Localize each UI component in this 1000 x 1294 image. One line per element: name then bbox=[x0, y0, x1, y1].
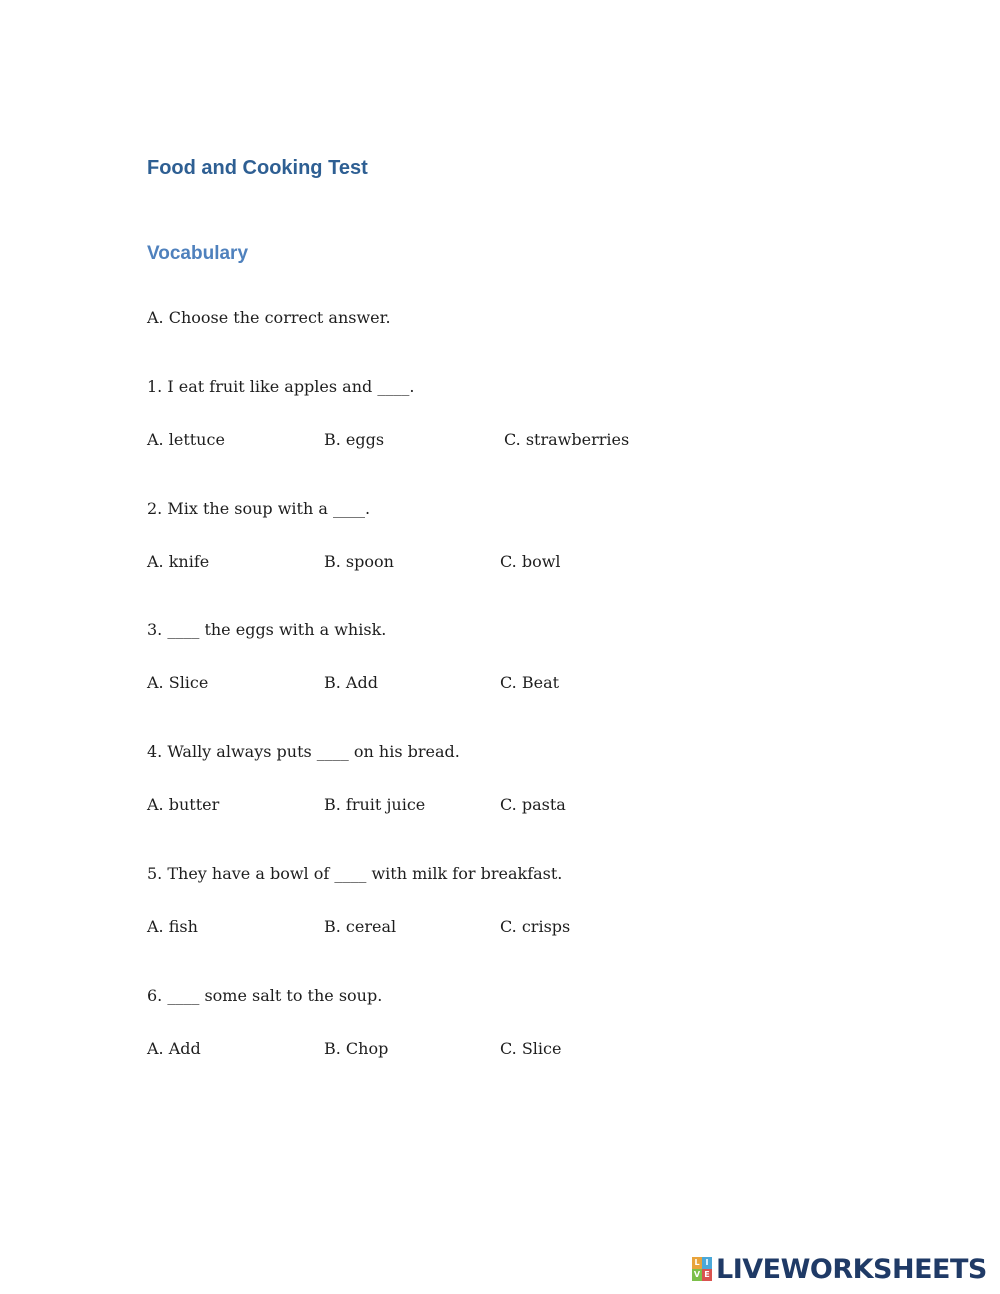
answer-option-a[interactable]: A. Slice bbox=[147, 673, 209, 692]
answer-option-c[interactable]: C. crisps bbox=[500, 917, 571, 936]
liveworksheets-logo bbox=[692, 1253, 987, 1285]
answer-option-c[interactable]: C. Beat bbox=[500, 673, 560, 692]
question-stem: 6. ____ some salt to the soup. bbox=[147, 986, 383, 1005]
answer-option-b[interactable]: B. Chop bbox=[324, 1039, 389, 1058]
answer-option-b[interactable]: B. Add bbox=[324, 673, 378, 692]
logo-text: LIVEWORKSHEETS bbox=[716, 1253, 987, 1285]
answer-option-c[interactable]: C. pasta bbox=[500, 795, 566, 814]
answer-option-a[interactable]: A. butter bbox=[147, 795, 220, 814]
answer-option-a[interactable]: A. lettuce bbox=[147, 430, 225, 449]
question-stem: 5. They have a bowl of ____ with milk for breakfast. bbox=[147, 864, 563, 883]
answer-option-a[interactable]: A. Add bbox=[147, 1039, 201, 1058]
answer-option-c[interactable]: C. strawberries bbox=[504, 430, 630, 449]
logo-block: V bbox=[693, 1270, 701, 1279]
answer-option-b[interactable]: B. eggs bbox=[324, 430, 385, 449]
logo-block: L bbox=[692, 1257, 702, 1269]
logo-blocks-icon bbox=[692, 1257, 712, 1281]
answer-option-a[interactable]: A. knife bbox=[147, 552, 210, 571]
page-title: Food and Cooking Test bbox=[147, 157, 368, 179]
question-stem: 3. ____ the eggs with a whisk. bbox=[147, 620, 387, 639]
logo-block: E bbox=[702, 1269, 712, 1281]
answer-option-b[interactable]: B. spoon bbox=[324, 552, 394, 571]
question-stem: 2. Mix the soup with a ____. bbox=[147, 499, 371, 518]
answer-option-c[interactable]: C. bowl bbox=[500, 552, 561, 571]
answer-option-b[interactable]: B. fruit juice bbox=[324, 795, 426, 814]
answer-option-a[interactable]: A. fish bbox=[147, 917, 198, 936]
section-heading: Vocabulary bbox=[147, 243, 249, 264]
logo-block: I bbox=[702, 1257, 712, 1269]
instruction-text: A. Choose the correct answer. bbox=[147, 308, 391, 327]
question-stem: 4. Wally always puts ____ on his bread. bbox=[147, 742, 460, 761]
question-stem: 1. I eat fruit like apples and ____. bbox=[147, 377, 415, 396]
answer-option-c[interactable]: C. Slice bbox=[500, 1039, 562, 1058]
answer-option-b[interactable]: B. cereal bbox=[324, 917, 397, 936]
